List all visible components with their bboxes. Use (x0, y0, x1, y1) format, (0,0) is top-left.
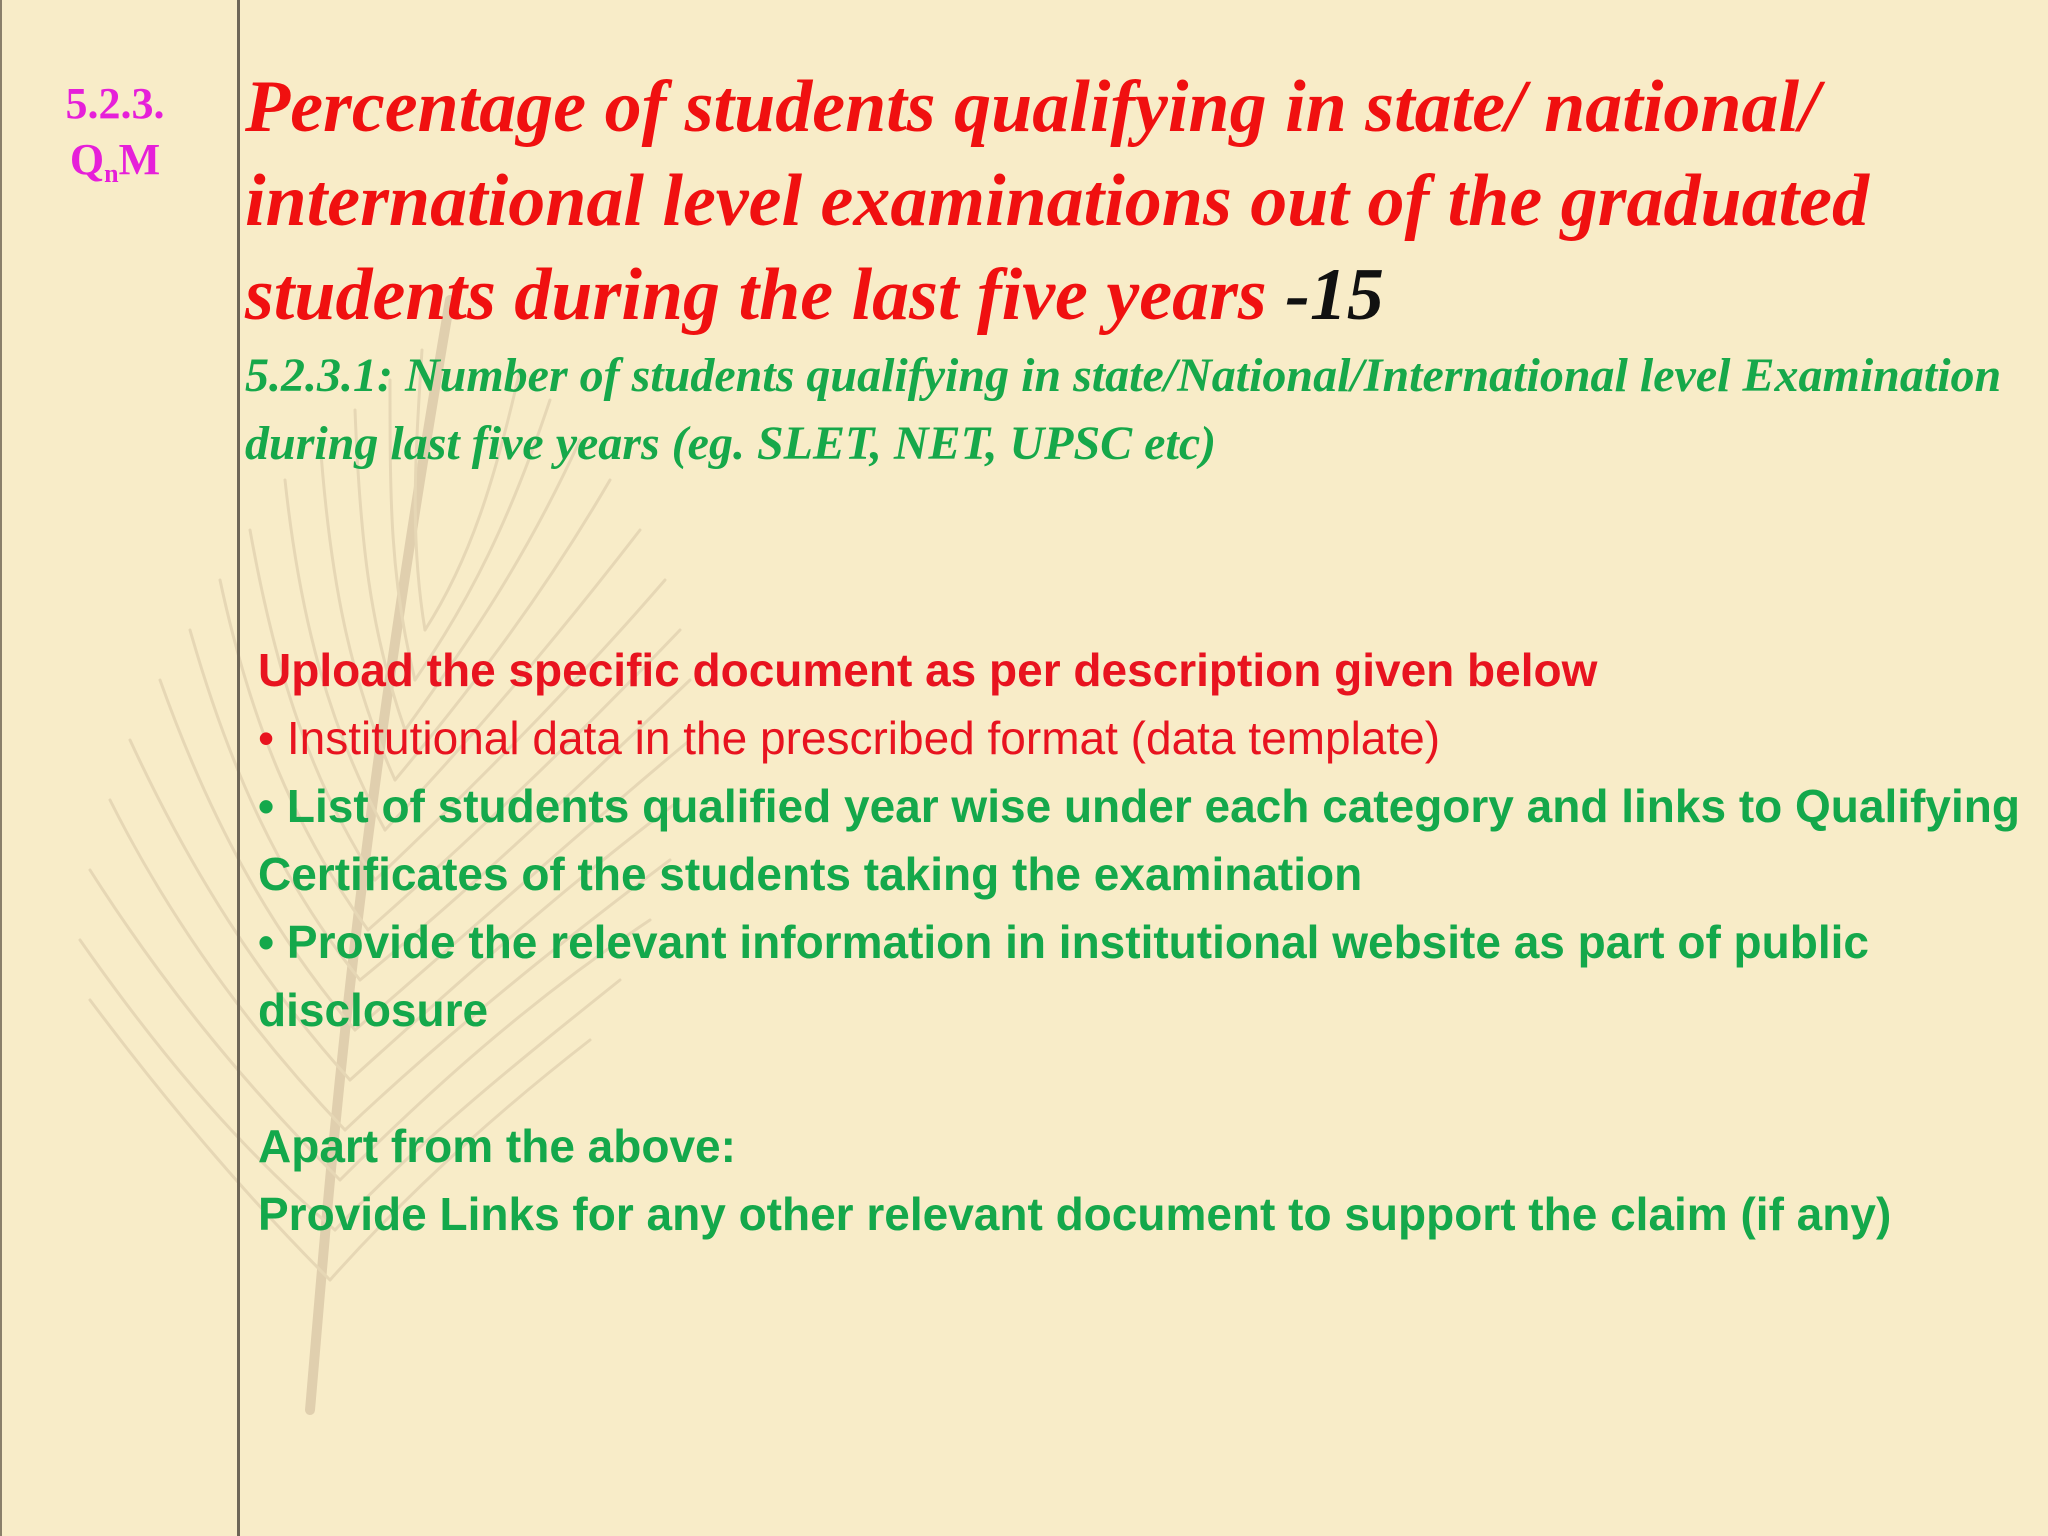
spacer (258, 1044, 2038, 1112)
apart-text: Provide Links for any other relevant document to support the claim (if any) (258, 1188, 1892, 1240)
upload-item-student-list: • List of students qualified year wise under each category and links to Qualifying Certificates of the students taking the examination (258, 780, 2020, 900)
criterion-type (40, 132, 190, 202)
slide-title (245, 60, 2035, 342)
apart-heading: Apart from the above: (258, 1120, 736, 1172)
left-border (0, 0, 2, 1536)
criterion-number: 5.2.3. (65, 79, 165, 128)
title-text: Percentage of students qualifying in state/ national/ international level examinations out of the graduated students during the last five years (245, 66, 1870, 336)
criterion-type-main: Q (69, 135, 105, 184)
upload-instructions (258, 636, 2038, 1248)
upload-heading: Upload the specific document as per description given below (258, 644, 1598, 696)
criterion-code (40, 76, 190, 202)
title-weightage: -15 (1285, 254, 1384, 336)
upload-item-data-template: • Institutional data in the prescribed format (data template) (258, 712, 1441, 764)
upload-item-website-disclosure: • Provide the relevant information in institutional website as part of public disclosure (258, 916, 1869, 1036)
criterion-type-end: M (118, 135, 161, 184)
criterion-type-sub: n (104, 159, 119, 188)
metric-subtitle: 5.2.3.1: Number of students qualifying in state/National/International level Examination during last five years (eg. SLET, NET, UPSC etc) (245, 349, 2002, 470)
column-divider (237, 0, 240, 1536)
